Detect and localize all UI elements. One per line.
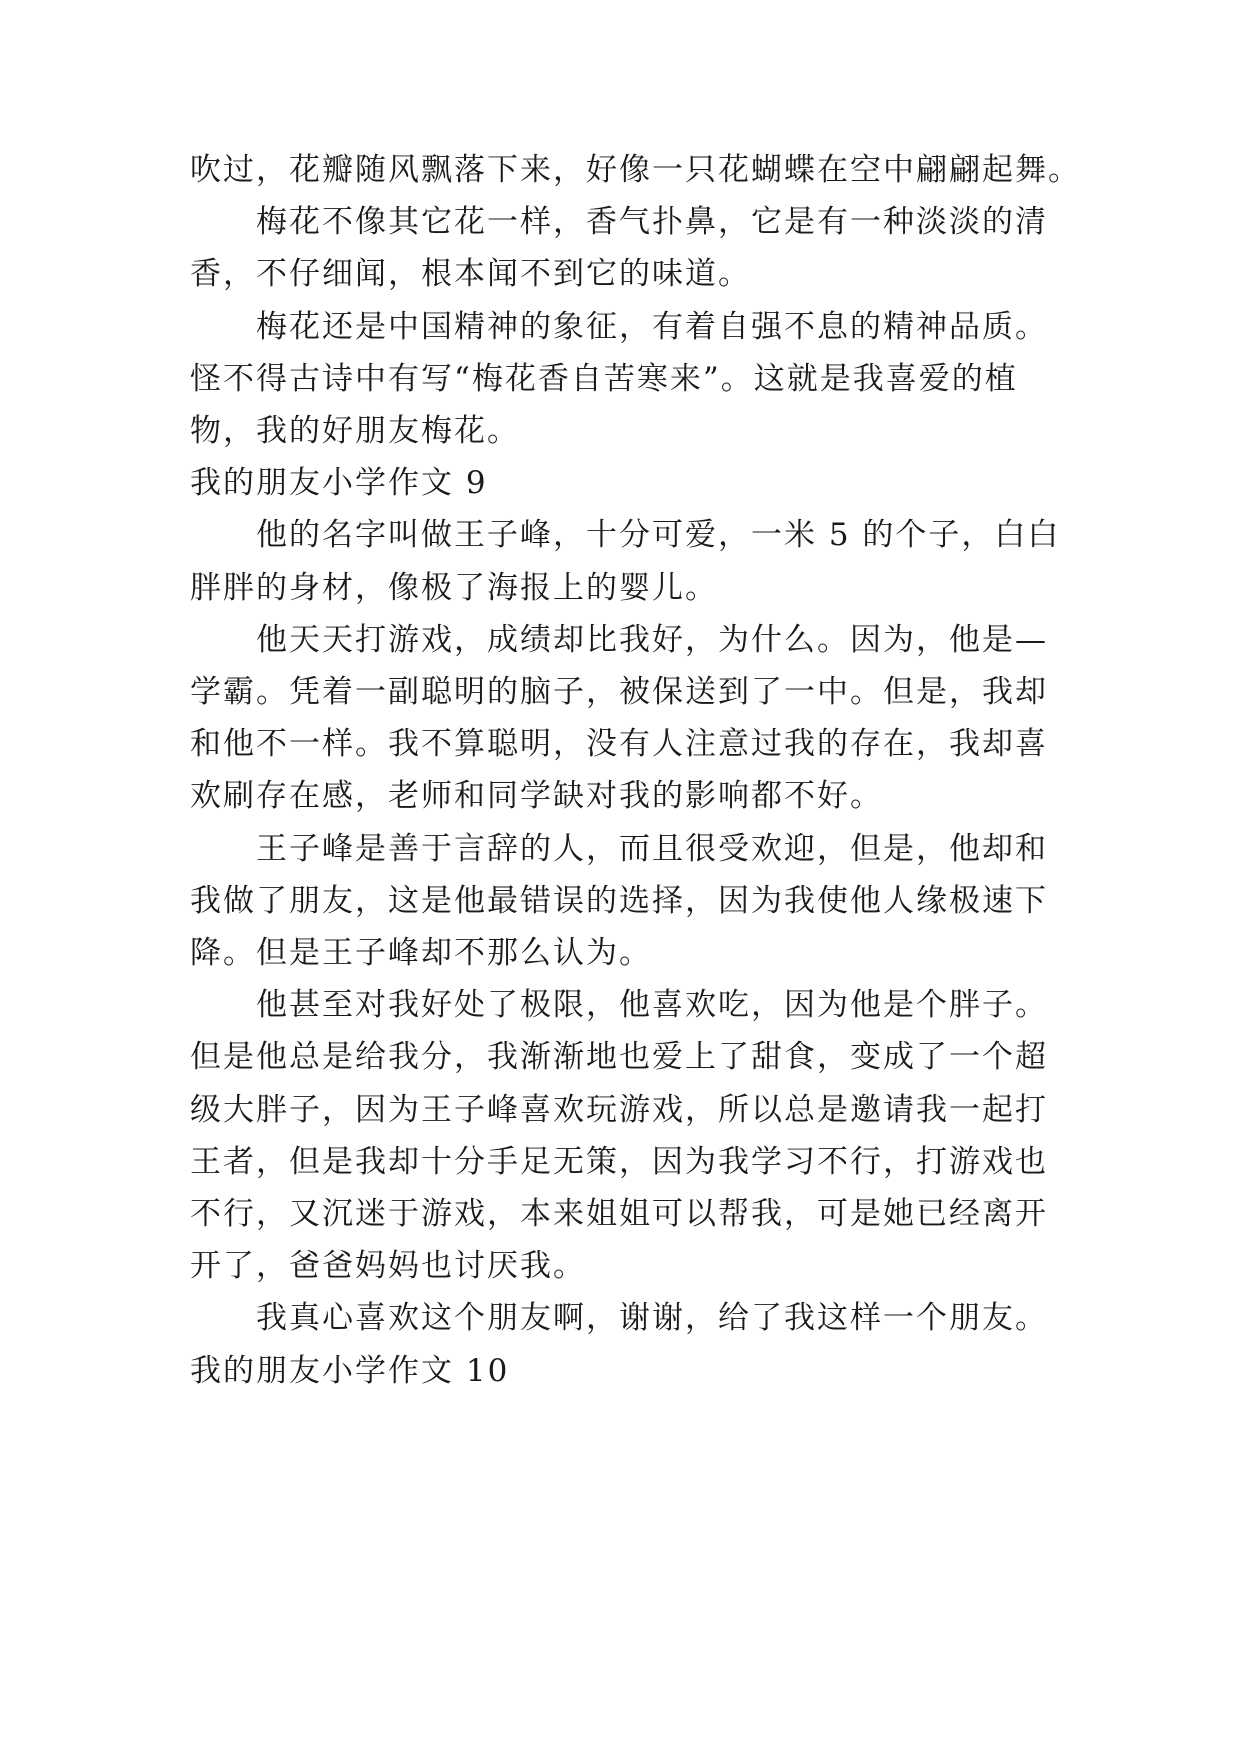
text-line: 和他不一样。我不算聪明，没有人注意过我的存在，我却喜: [190, 726, 1048, 762]
text-line: 物，我的好朋友梅花。: [190, 413, 520, 449]
paragraph-start: 他甚至对我好处了极限，他喜欢吃，因为他是个胖子。: [256, 987, 1048, 1023]
text-line: 降。但是王子峰却不那么认为。: [190, 935, 652, 971]
paragraph-start: 我真心喜欢这个朋友啊，谢谢，给了我这样一个朋友。: [256, 1300, 1048, 1336]
text-line: 开了，爸爸妈妈也讨厌我。: [190, 1248, 586, 1284]
section-heading: 我的朋友小学作文 10: [190, 1353, 510, 1389]
text-line: 王者，但是我却十分手足无策，因为我学习不行，打游戏也: [190, 1144, 1048, 1180]
text-line: 香，不仔细闻，根本闻不到它的味道。: [190, 256, 751, 292]
paragraph-start: 他天天打游戏，成绩却比我好，为什么。因为，他是—: [256, 622, 1048, 658]
text-line: 怪不得古诗中有写“梅花香自苦寒来”。这就是我喜爱的植: [190, 361, 1018, 397]
text-line: 欢刷存在感，老师和同学缺对我的影响都不好。: [190, 778, 883, 814]
paragraph-start: 梅花不像其它花一样，香气扑鼻，它是有一种淡淡的清: [256, 204, 1048, 240]
paragraph-start: 他的名字叫做王子峰，十分可爱，一米 5 的个子，白白: [256, 517, 1061, 553]
text-line: 我做了朋友，这是他最错误的选择，因为我使他人缘极速下: [190, 883, 1048, 919]
text-line: 学霸。凭着一副聪明的脑子，被保送到了一中。但是，我却: [190, 674, 1048, 710]
paragraph-start: 梅花还是中国精神的象征，有着自强不息的精神品质。: [256, 309, 1048, 345]
text-line: 胖胖的身材，像极了海报上的婴儿。: [190, 570, 718, 606]
text-line: 吹过，花瓣随风飘落下来，好像一只花蝴蝶在空中翩翩起舞。: [190, 152, 1081, 188]
text-line: 不行，又沉迷于游戏，本来姐姐可以帮我，可是她已经离开: [190, 1196, 1048, 1232]
section-heading: 我的朋友小学作文 9: [190, 465, 488, 501]
text-line: 级大胖子，因为王子峰喜欢玩游戏，所以总是邀请我一起打: [190, 1092, 1048, 1128]
text-line: 但是他总是给我分，我渐渐地也爱上了甜食，变成了一个超: [190, 1039, 1048, 1075]
paragraph-start: 王子峰是善于言辞的人，而且很受欢迎，但是，他却和: [256, 831, 1048, 867]
